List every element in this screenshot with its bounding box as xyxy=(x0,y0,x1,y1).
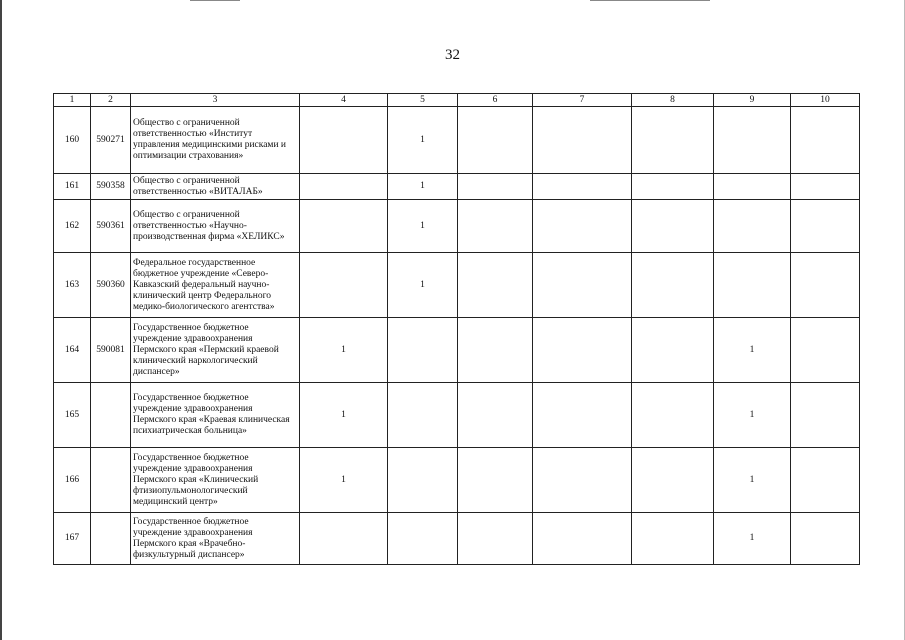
cell-col6 xyxy=(458,513,533,565)
column-header: 8 xyxy=(632,94,714,107)
cell-col10 xyxy=(791,383,860,448)
org-code: 590361 xyxy=(91,200,131,253)
cell-col9: 1 xyxy=(714,448,791,513)
org-name: Общество с ограниченной ответственностью «Научно-производственная фирма «ХЕЛИКС» xyxy=(131,200,300,253)
cell-col8 xyxy=(632,174,714,200)
cell-col5 xyxy=(388,383,458,448)
org-name: Общество с ограниченной ответственностью «ВИТАЛАБ» xyxy=(131,174,300,200)
column-header: 7 xyxy=(533,94,632,107)
cell-col8 xyxy=(632,107,714,174)
cell-col4: 1 xyxy=(300,318,388,383)
column-header: 4 xyxy=(300,94,388,107)
column-header: 2 xyxy=(91,94,131,107)
table-row xyxy=(54,174,860,200)
cell-col8 xyxy=(632,448,714,513)
cell-col8 xyxy=(632,513,714,565)
table-row xyxy=(54,513,860,565)
scan-edge-left xyxy=(0,0,2,640)
org-code: 590081 xyxy=(91,318,131,383)
org-code xyxy=(91,513,131,565)
table-row xyxy=(54,448,860,513)
cell-col5 xyxy=(388,448,458,513)
page-number: 32 xyxy=(445,47,460,63)
row-number: 165 xyxy=(54,383,91,448)
row-number: 161 xyxy=(54,174,91,200)
row-number: 162 xyxy=(54,200,91,253)
cell-col5: 1 xyxy=(388,253,458,318)
cell-col7 xyxy=(533,200,632,253)
table-row xyxy=(54,318,860,383)
column-header: 5 xyxy=(388,94,458,107)
org-name: Государственное бюджетное учреждение здравоохранения Пермского края «Врачебно-физкультурный диспансер» xyxy=(131,513,300,565)
registry-table xyxy=(53,93,860,565)
cell-col5 xyxy=(388,318,458,383)
top-scan-mark xyxy=(190,0,240,1)
cell-col8 xyxy=(632,200,714,253)
column-header: 3 xyxy=(131,94,300,107)
cell-col10 xyxy=(791,200,860,253)
org-code xyxy=(91,383,131,448)
column-header: 6 xyxy=(458,94,533,107)
cell-col4 xyxy=(300,200,388,253)
table-row xyxy=(54,253,860,318)
header-row xyxy=(54,94,860,107)
table-row xyxy=(54,200,860,253)
cell-col9 xyxy=(714,107,791,174)
column-header: 1 xyxy=(54,94,91,107)
cell-col7 xyxy=(533,513,632,565)
cell-col10 xyxy=(791,253,860,318)
cell-col5: 1 xyxy=(388,200,458,253)
cell-col10 xyxy=(791,107,860,174)
cell-col6 xyxy=(458,174,533,200)
cell-col4 xyxy=(300,513,388,565)
table-row xyxy=(54,107,860,174)
cell-col8 xyxy=(632,318,714,383)
cell-col7 xyxy=(533,107,632,174)
cell-col10 xyxy=(791,513,860,565)
cell-col6 xyxy=(458,200,533,253)
cell-col10 xyxy=(791,448,860,513)
cell-col10 xyxy=(791,318,860,383)
cell-col6 xyxy=(458,253,533,318)
table-row xyxy=(54,383,860,448)
cell-col7 xyxy=(533,253,632,318)
org-name: Государственное бюджетное учреждение здравоохранения Пермского края «Пермский краевой клинический наркологический диспансер» xyxy=(131,318,300,383)
cell-col5 xyxy=(388,513,458,565)
cell-col10 xyxy=(791,174,860,200)
cell-col6 xyxy=(458,383,533,448)
row-number: 167 xyxy=(54,513,91,565)
cell-col9 xyxy=(714,200,791,253)
row-number: 166 xyxy=(54,448,91,513)
column-header: 10 xyxy=(791,94,860,107)
cell-col4 xyxy=(300,253,388,318)
top-scan-mark xyxy=(590,0,710,1)
org-name: Государственное бюджетное учреждение здравоохранения Пермского края «Клинический фтизиопульмонологический медицинский центр» xyxy=(131,448,300,513)
cell-col4 xyxy=(300,107,388,174)
cell-col4 xyxy=(300,174,388,200)
row-number: 164 xyxy=(54,318,91,383)
org-code: 590360 xyxy=(91,253,131,318)
row-number: 160 xyxy=(54,107,91,174)
cell-col9 xyxy=(714,253,791,318)
cell-col9: 1 xyxy=(714,513,791,565)
cell-col7 xyxy=(533,383,632,448)
cell-col9 xyxy=(714,174,791,200)
cell-col6 xyxy=(458,448,533,513)
cell-col4: 1 xyxy=(300,383,388,448)
row-number: 163 xyxy=(54,253,91,318)
cell-col8 xyxy=(632,253,714,318)
cell-col9: 1 xyxy=(714,383,791,448)
cell-col5: 1 xyxy=(388,107,458,174)
org-code: 590271 xyxy=(91,107,131,174)
org-code xyxy=(91,448,131,513)
cell-col5: 1 xyxy=(388,174,458,200)
cell-col7 xyxy=(533,174,632,200)
cell-col6 xyxy=(458,107,533,174)
org-name: Общество с ограниченной ответственностью «Институт управления медицинскими рисками и оптимизации страхования» xyxy=(131,107,300,174)
cell-col6 xyxy=(458,318,533,383)
cell-col7 xyxy=(533,448,632,513)
cell-col8 xyxy=(632,383,714,448)
org-name: Федеральное государственное бюджетное учреждение «Северо-Кавказский федеральный научно-клинический центр Федерального медико-биологического агентства» xyxy=(131,253,300,318)
cell-col4: 1 xyxy=(300,448,388,513)
cell-col9: 1 xyxy=(714,318,791,383)
column-header: 9 xyxy=(714,94,791,107)
cell-col7 xyxy=(533,318,632,383)
org-name: Государственное бюджетное учреждение здравоохранения Пермского края «Краевая клиническая психиатрическая больница» xyxy=(131,383,300,448)
org-code: 590358 xyxy=(91,174,131,200)
